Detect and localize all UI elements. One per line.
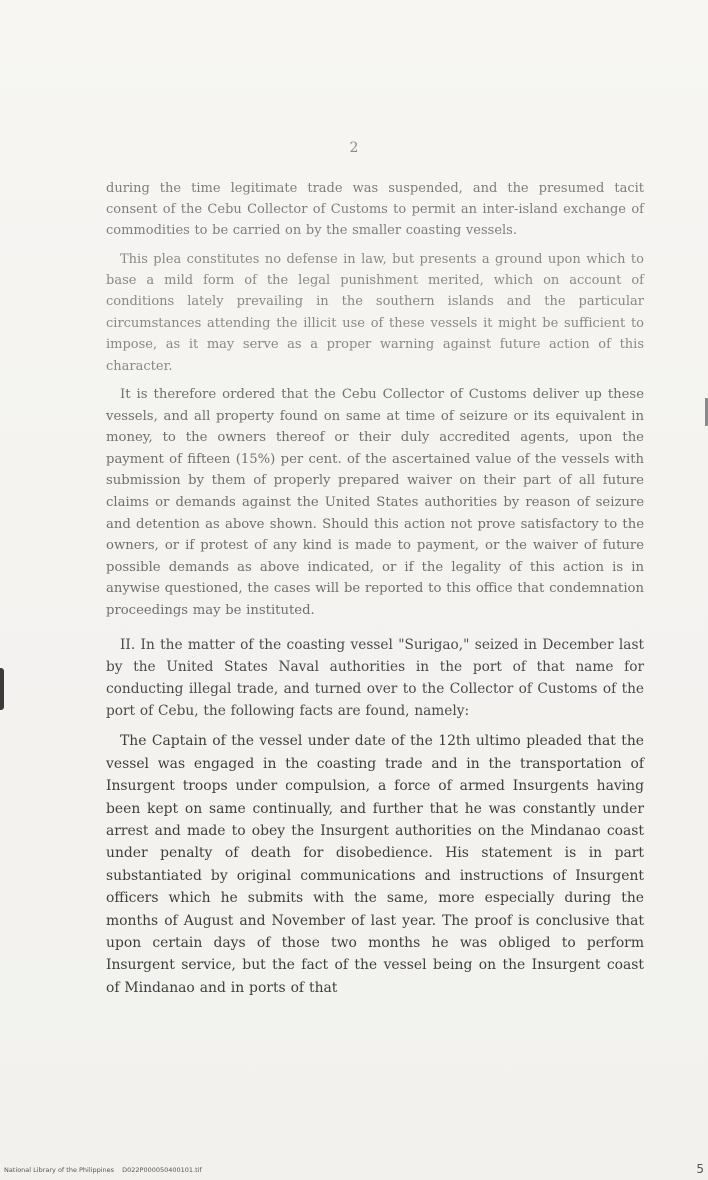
scan-footer [4, 1166, 208, 1174]
paragraph-section-ii [106, 634, 644, 723]
paragraph-plea [106, 249, 644, 377]
footer-institution: National Library of the Philippines [4, 1166, 115, 1174]
binding-shadow-left [0, 668, 4, 710]
corner-mark: 5 [696, 1162, 704, 1176]
page-number: 2 [349, 140, 359, 156]
paragraph-captain-plea-text: The Captain of the vessel under date of the 12th ultimo pleaded that the vessel was engaged in the coasting trade and in the transportation of Insurgent troops under compulsion, a force of armed Insurgents having been kept on same continually, and further that he was constantly under arrest and made to obey the Insurgent authorities on the Mindanao coast under penalty of death for disobedience. His statement is in part substantiated by original communications and instructions of Insurgent officers which he submits with the same, more especially during the months of August and November of last year. The proof is conclusive that upon certain days of those two months he was obliged to perform Insurgent service, but the fact of the vessel being on the Insurgent coast of Mindanao and in ports of that [106, 733, 644, 996]
paragraph-order [106, 384, 644, 622]
paragraph-order-text: It is therefore ordered that the Cebu Collector of Customs deliver up these vessels, and all property found on same at time of seizure or its equivalent in money, to the owners thereof or their duly accredited agents, upon the payment of fifteen (15%) per cent. of the ascertained value of the vessels with submission by them of properly prepared waiver on their part of all future claims or demands against the United States authorities by reason of seizure and detention as above shown. Should this action not prove satisfactory to the owners, or if protest of any kind is made to payment, or the waiver of future possible demands as above indicated, or if the legality of this action is in anywise questioned, the cases will be reported to this office that condemnation proceedings may be instituted. [106, 387, 644, 618]
footer-document-id: D022P000050400101.tif [122, 1166, 202, 1174]
paragraph-plea-text: This plea constitutes no defense in law, but presents a ground upon which to base a mild form of the legal punishment merited, which on account of conditions lately prevailing in the southern islands and the particular circumstances attending the illicit use of these vessels it might be sufficient to impose, as it may serve as a proper warning against future action of this character. [106, 251, 644, 374]
body-text [106, 178, 644, 999]
paragraph-captain-plea [106, 730, 644, 999]
paragraph-continuation: during the time legitimate trade was suspended, and the presumed tacit consent of the Cebu Collector of Customs to permit an inter-island exchange of commodities to be carried on by the smaller coasting vessels. [106, 181, 644, 239]
paragraph-section-ii-text: II. In the matter of the coasting vessel "Surigao," seized in December last by the United States Naval authorities in the port of that name for conducting illegal trade, and turned over to the Collector of Customs of the port of Cebu, the following facts are found, namely: [106, 636, 644, 720]
